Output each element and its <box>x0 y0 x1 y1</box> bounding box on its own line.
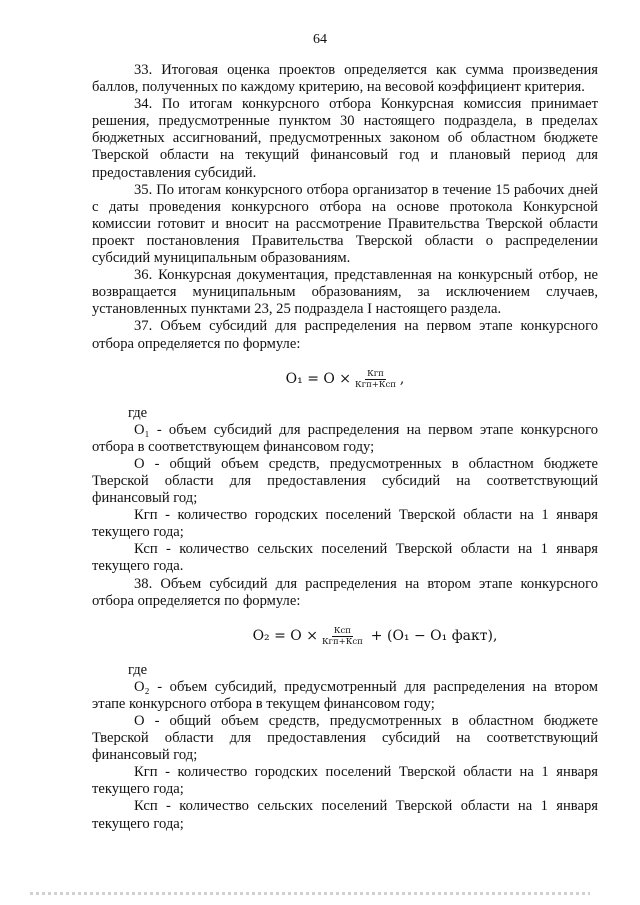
definition-o-first: O - общий объем средств, предусмотренных в областном бюджете Тверской области для предоставления субсидий на соответствующий финансовый год; <box>92 455 598 507</box>
formula-1-numerator: Кгп <box>367 369 384 380</box>
definition-kgp-first: Кгп - количество городских поселений Тверской области на 1 января текущего года; <box>92 507 598 541</box>
formula-1-denominator: Кгп+Ксп <box>355 380 396 391</box>
formula-2-denominator: Кгп+Ксп <box>321 637 363 648</box>
definition-ksp-first: Ксп - количество сельских поселений Тверской области на 1 января текущего года. <box>92 541 598 575</box>
paragraph-36: 36. Конкурсная документация, представленная на конкурсный отбор, не возвращается муниципальным образованиям, за исключением случаев, установленных пунктами 23, 25 подраздела I настоящего раздела. <box>92 267 598 318</box>
formula-2-fraction <box>320 626 365 647</box>
formula-2-tail: + (O₁ − O₁ факт), <box>370 628 498 645</box>
definition-o1: O₁ - объем субсидий для распределения на первом этапе конкурсного отбора в соответствующем финансовом году; <box>92 421 598 455</box>
paragraph-34: 34. По итогам конкурсного отбора Конкурсная комиссия принимает решения, предусмотренные пунктом 30 настоящего подраздела, в пределах бюджетных ассигнований, предусмотренных законом об областном бюджете Тверской области на текущий финансовый год и плановый период для предоставления субсидий. <box>92 96 598 181</box>
definition-o-second: O - общий объем средств, предусмотренных в областном бюджете Тверской области для предоставления субсидий на соответствующий финансовый год; <box>92 713 598 764</box>
paragraph-35: 35. По итогам конкурсного отбора организатор в течение 15 рабочих дней с даты проведения конкурсного отбора на основе протокола Конкурсной комиссии готовит и вносит на рассмотрение Правительства Тверской области проект постановления Правительства Тверской области о распределении субсидий муниципальным образованиям. <box>92 181 598 267</box>
paragraph-37: 37. Объем субсидий для распределения на первом этапе конкурсного отбора определяется по формуле: <box>92 318 598 352</box>
scan-edge-marks <box>30 892 590 895</box>
page-content <box>92 62 598 833</box>
formula-2-lhs: O₂ = O × <box>252 628 318 645</box>
definition-o2: O₂ - объем субсидий, предусмотренный для распределения на втором этапе конкурсного отбора в текущем финансовом году; <box>92 678 598 712</box>
paragraph-33: 33. Итоговая оценка проектов определяется как сумма произведения баллов, полученных по каждому критерию, на весовой коэффициент критерия. <box>92 62 598 96</box>
formula-1-lhs: O₁ = O × <box>285 371 352 388</box>
formula-1-tail: , <box>399 371 405 388</box>
page-number: 64 <box>313 32 327 47</box>
where-label-2: где <box>128 661 148 678</box>
paragraph-38: 38. Объем субсидий для распределения на втором этапе конкурсного отбора определяется по формуле: <box>92 575 598 609</box>
formula-2 <box>152 620 598 654</box>
definition-ksp-second: Ксп - количество сельских поселений Тверской области на 1 января текущего года; <box>92 798 598 832</box>
where-label-1: где <box>128 404 148 421</box>
formula-1 <box>92 363 598 397</box>
formula-2-numerator: Ксп <box>333 626 351 637</box>
formula-1-fraction <box>353 369 398 390</box>
definition-kgp-second: Кгп - количество городских поселений Тверской области на 1 января текущего года; <box>92 764 598 798</box>
